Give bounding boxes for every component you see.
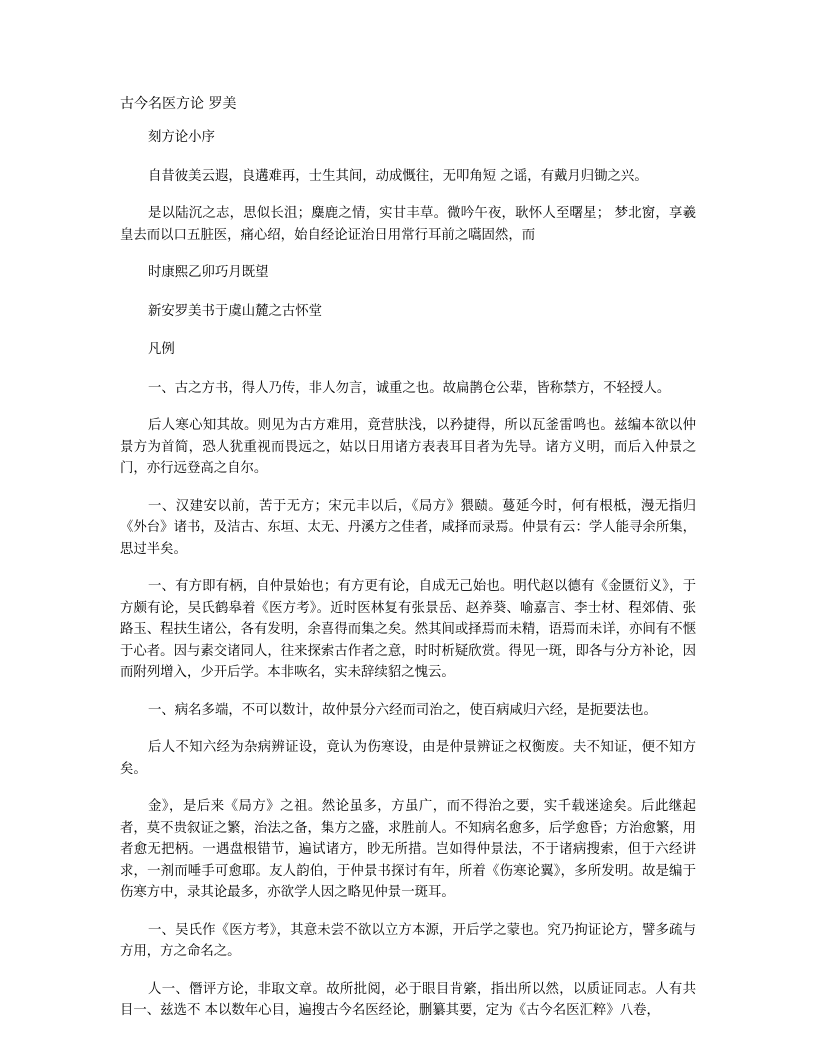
paragraph: 一、有方即有柄，自仲景始也；有方更有论，自成无己始也。明代赵以德有《金匮衍义》，于方颇有论，吴氏鹤皋着《医方考》。近时医林复有张景岳、赵养葵、喻嘉言、李士材、程郊倩、张路玉、程扶生诸公，各有发明，余喜得而集之矣。然其间或择焉而未精，语焉而未详，亦间有不惬于心者。因与素交诸同人，往来探索古作者之意，时时析疑欣赏。得见一斑，即各与分方补论，因而附列增入，少开后学。本非咴名，实未辞续貂之愧云。 — [120, 579, 696, 680]
paragraph: 后人寒心知其故。则见为古方难用，竟营肤浅，以矜捷得，所以瓦釜雷鸣也。兹编本欲以仲景方为首简，恐人犹重视而畏远之，姑以日用诸方表表耳目者为先导。诸方义明，而后入仲景之门，亦行远登高之自尔。 — [120, 418, 696, 476]
paragraph: 人一、僭评方论，非取文章。故所批阅，必于眼目肯綮，指出所以然，以质证同志。人有共目一、兹选不 本以数年心目，遍搜古今名医经论，删纂其要，定为《古今名医汇粹》八卷， — [120, 981, 696, 1018]
paragraph: 后人不知六经为杂病辨证设，竟认为伤寒设，由是仲景辨证之权衡废。夫不知证，便不知方矣。 — [120, 740, 696, 777]
date-line: 时康熙乙卯巧月既望 — [148, 265, 269, 280]
signature-line: 新安罗美书于虞山麓之古怀堂 — [148, 303, 323, 319]
paragraph: 金》，是后来《局方》之祖。然论虽多，方虽广，而不得治之要，实千载迷途矣。后此继起者，莫不贵叙证之繁，治法之备，集方之盛，求胜前人。不知病名愈多，后学愈昏；方治愈繁，用者愈无把柄。一遇盘根错节，遍试诸方，眇无所措。岂如得仲景法，不于诸病搜索，但于六经讲求，一剂而唾手可愈耶。友人韵伯，于仲景书探讨有年，所着《伤寒论翼》，多所发明。故是编于伤寒方中，录其论最多，亦欲学人因之略见仲景一斑耳。 — [120, 799, 696, 900]
section-heading-conventions: 凡例 — [148, 342, 175, 357]
document-title: 古今名医方论 罗美 — [120, 96, 237, 112]
paragraph: 是以陆沉之志，思似长沮；麋鹿之情，实甘丰草。微吟午夜，耿怀人至曙星； 梦北窗，享羲皇去而以口五脏医，痛心绍，始自经论证治日用常行耳前之嚆固然，而 — [120, 206, 696, 243]
document-body — [120, 127, 696, 1038]
paragraph: 一、吴氏作《医方考》，其意未尝不欲以立方本源，开后学之蒙也。究乃拘证论方，譬多疏与方用，方之命名之。 — [120, 922, 696, 959]
paragraph: 自昔彼美云遐，良遘难再，士生其间，动成慨往，无叩角短 之谣，有戴月归锄之兴。 — [148, 168, 648, 184]
paragraph: 一、汉建安以前，苦于无方；宋元丰以后，《局方》猥赜。蔓延今时，何有根柢，漫无指归《外台》诸书，及洁古、东垣、太无、丹溪方之佳者，咸择而录焉。仲景有云：学人能寻余所集，思过半矣。 — [120, 498, 696, 557]
paragraph: 一、古之方书，得人乃传，非人勿言，诚重之也。故扁鹊仓公辈，皆称禁方，不轻授人。 — [148, 380, 671, 396]
paragraph: 一、病名多端，不可以数计，故仲景分六经而司治之，使百病咸归六经，是扼要法也。 — [148, 702, 657, 718]
section-heading-preface: 刻方论小序 — [148, 130, 215, 145]
